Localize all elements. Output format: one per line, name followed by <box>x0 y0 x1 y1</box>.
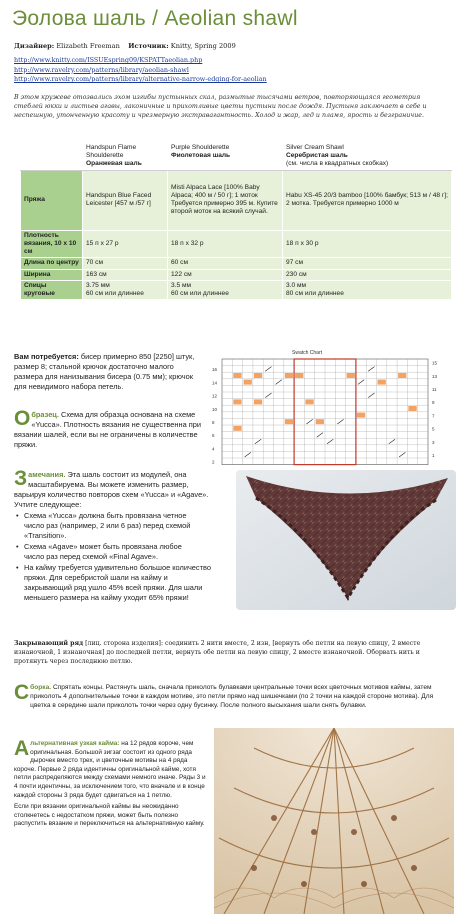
row-label: Ширина <box>21 269 83 280</box>
row-number: 11 <box>432 387 437 392</box>
table-cell: 60 см <box>168 258 283 269</box>
alt-edging-section <box>14 737 210 829</box>
page-title: Эолова шаль / Aeolian shawl <box>12 7 298 30</box>
list-item: • На кайму требуется удивительно большое количество пряжи. Для серебристой шали на кайму и закрывающий ряд ушло 45% всей пряжи. Для шали меньшего размера на кайму уходит 65% пряжи! <box>14 563 214 603</box>
section-text-2: Если при вязании оригинальной каймы вы неожиданно столкнетесь с недостатком пряжи, может быть полезно распустить вязание и переключиться на альтернативную кайму. <box>14 803 205 828</box>
row-number: 15 <box>432 360 438 366</box>
bead-cell <box>316 419 324 424</box>
link-ravelry-edging[interactable]: http://www.ravelry.com/patterns/library/alternative-narrow-edging-for-aeolian <box>14 75 267 83</box>
row-number: 9 <box>432 400 435 406</box>
table-cell: 122 см <box>168 269 283 280</box>
table-row <box>21 269 452 280</box>
bindoff-text: [лиц. сторона изделия]: соединить 2 нити вместе, 2 изн, [вернуть обе петли на левую спицу, 2 вместе изнаночной, 1 изнаночная] до последней петли, вернуть обе петли на левую спицу, 2 вместе изнаночной. Оборвать нить и протянуть через последнюю петлю. <box>14 640 421 665</box>
bead-cell <box>233 373 241 378</box>
table-row <box>21 143 452 171</box>
column-header: Purple Shoulderette Фиолетовая шаль <box>168 143 283 171</box>
bead-cell <box>254 373 262 378</box>
table-cell: 18 п х 30 р <box>283 230 452 258</box>
row-number: 13 <box>432 373 438 379</box>
row-label: Спицы круговые <box>21 280 83 299</box>
notes-section <box>14 467 212 603</box>
bead-cell <box>254 399 262 404</box>
chart-grid <box>210 350 450 470</box>
section-heading: амечания. <box>28 470 66 479</box>
row-number: 3 <box>432 439 435 445</box>
column-header: Handspun Flame Shoulderette Оранжевая шаль <box>83 143 168 171</box>
section-heading: льтернативная узкая кайма: <box>30 740 120 747</box>
table-cell: 3.75 мм 60 см или длиннее <box>83 280 168 299</box>
table-row <box>21 230 452 258</box>
bead-cell <box>347 373 355 378</box>
sample-section <box>14 407 204 450</box>
bead-cell <box>305 399 313 404</box>
list-item: • Схема «Yucca» должна быть провязана четное число раз (например, 2 или 6 раз) перед схемой «Transition». <box>14 511 204 541</box>
bead-cell <box>233 426 241 431</box>
bead-cell <box>357 413 365 418</box>
bindoff-paragraph <box>14 640 450 666</box>
bindoff-label: Закрывающий ряд <box>14 640 84 647</box>
row-label: Длина по центру <box>21 258 83 269</box>
list-item: • Схема «Agave» может быть провязана любое число раз перед схемой «Final Agave». <box>14 542 204 562</box>
intro-paragraph: В этом кружеве отозвались эхом изгибы пустынных скал, размытые тысячами ветров, повторяющаяся геометрия стеблей юкки и листьев агавы, лаконичные и прихотливые цветы пустыни после дождя. Пустыня заключает в себе и неспешную, утонченную красоту и чрезмерную экстравагантность. Холод и жар, лед и пламя, ярость и безграничие. <box>14 94 427 120</box>
section-heading: борка. <box>30 684 52 691</box>
bead-cell <box>285 373 293 378</box>
bead-cell <box>408 406 416 411</box>
materials-paragraph <box>14 352 202 392</box>
table-cell: 3.0 мм 80 см или длиннее <box>283 280 452 299</box>
table-cell: 18 п х 32 р <box>168 230 283 258</box>
row-number: 7 <box>432 413 435 419</box>
dropcap: С <box>14 681 30 704</box>
table-row <box>21 280 452 299</box>
meta-line <box>14 42 454 50</box>
section-text: Эта шаль состоит из модулей, она масштабируема. Вы можете изменить размер, варьируя количество повторов схем «Yucca» и «Agave». Учтите следующее: <box>14 470 209 509</box>
row-number: 10 <box>212 406 218 412</box>
table-corner <box>21 143 83 171</box>
materials-text: бисер примерно 850 [2250] штук, размер 8; стальной крючок достаточно малого размера для нанизывания бисера (0.75 мм); крючок для невидимого набора петель. <box>14 352 195 391</box>
table-cell: 97 см <box>283 258 452 269</box>
section-text: на 12 рядов короче, чем оригинальная. Большой зигзаг состоит из одного ряда дырочек вместо трех, и цветочные мотивы на 4 ряда короче. Первые 2 ряда идентичны оригинальной кайме, хотя петли распределяются между схемами немного иначе. Ряды 3 и 4 почти идентичны, за исключением того, что вначале и в конце каждой стороны 3 ряда будет сдвигаться на 1 петлю. <box>14 740 206 799</box>
link-knitty[interactable]: http://www.knitty.com/ISSUEspring09/KSPATTaeolian.php <box>14 56 203 64</box>
row-number: 12 <box>212 393 218 399</box>
designer-label: Дизайнер: <box>14 42 55 50</box>
dropcap: А <box>14 737 30 760</box>
table-cell: 230 см <box>283 269 452 280</box>
row-number: 5 <box>432 426 435 432</box>
source-name: Knitty, Spring 2009 <box>170 42 236 50</box>
bead-cell <box>378 380 386 385</box>
designer-name: Elizabeth Freeman <box>56 42 120 50</box>
table-row <box>21 258 452 269</box>
row-label: Плотность вязания, 10 х 10 см <box>21 230 83 258</box>
assembly-section <box>14 681 450 710</box>
shawl-photo-lace-detail <box>214 728 454 914</box>
bead-cell <box>295 373 303 378</box>
table-cell: 3.5 мм 60 см или длиннее <box>168 280 283 299</box>
column-header: Silver Cream Shawl Серебристая шаль (см. числа в квадратных скобках) <box>283 143 452 171</box>
row-number: 1 <box>432 453 435 458</box>
materials-label: Вам потребуется: <box>14 352 79 361</box>
bead-cell <box>398 373 406 378</box>
row-number: 14 <box>212 380 218 386</box>
bead-cell <box>244 380 252 385</box>
swatch-chart <box>210 350 450 470</box>
table-cell: Habu XS-45 20/3 bamboo [100% бамбук; 513 м / 48 г]; 2 мотка. Требуется примерно 1000 м <box>283 170 452 230</box>
row-number: 4 <box>212 446 215 452</box>
chart-title: Swatch Chart <box>292 350 323 356</box>
section-text: Схема для образца основана на схеме «Yucca». Плотность вязания не существенна при вязании шалей, если вы не ограничены в количестве пряжи. <box>14 410 201 449</box>
table-cell: Misti Alpaca Lace [100% Baby Alpaca; 400 м / 50 г]; 1 моток Требуется примерно 395 м. Купите второй моток на всякий случай. <box>168 170 283 230</box>
bead-cell <box>233 399 241 404</box>
row-number: 16 <box>212 367 218 373</box>
links-block <box>14 56 454 85</box>
notes-list <box>14 511 212 603</box>
link-ravelry-pattern[interactable]: http://www.ravelry.com/patterns/library/aeolian-shawl <box>14 65 189 74</box>
row-number: 2 <box>212 459 215 465</box>
row-label: Пряжа <box>21 170 83 230</box>
table-cell: Handspun Blue Faced Leicester [457 м /57 г] <box>83 170 168 230</box>
dropcap: З <box>14 467 28 490</box>
dropcap: О <box>14 407 31 430</box>
table-cell: 70 см <box>83 258 168 269</box>
shawl-photo-knitted <box>236 470 456 610</box>
row-number: 6 <box>212 433 215 439</box>
section-text: Спрятать концы. Растянуть шаль, сначала приколоть булавками центральные точки всех цветочных мотивов каймы, затем приколоть 4 дополнительные точки в каждом мотиве, это петли прямо над шишечками (по 2 точки на каждой стороне мотива). Для цветка в середине шали приколоть точки через одну бусинку. После полного высыхания шали снять булавки. <box>30 684 434 709</box>
section-heading: бразец. <box>31 410 59 419</box>
row-number: 8 <box>212 420 215 425</box>
table-row <box>21 170 452 230</box>
yarn-table <box>20 142 452 300</box>
bead-cell <box>285 419 293 424</box>
table-cell: 15 п х 27 р <box>83 230 168 258</box>
source-label: Источник: <box>128 42 169 50</box>
table-cell: 163 см <box>83 269 168 280</box>
